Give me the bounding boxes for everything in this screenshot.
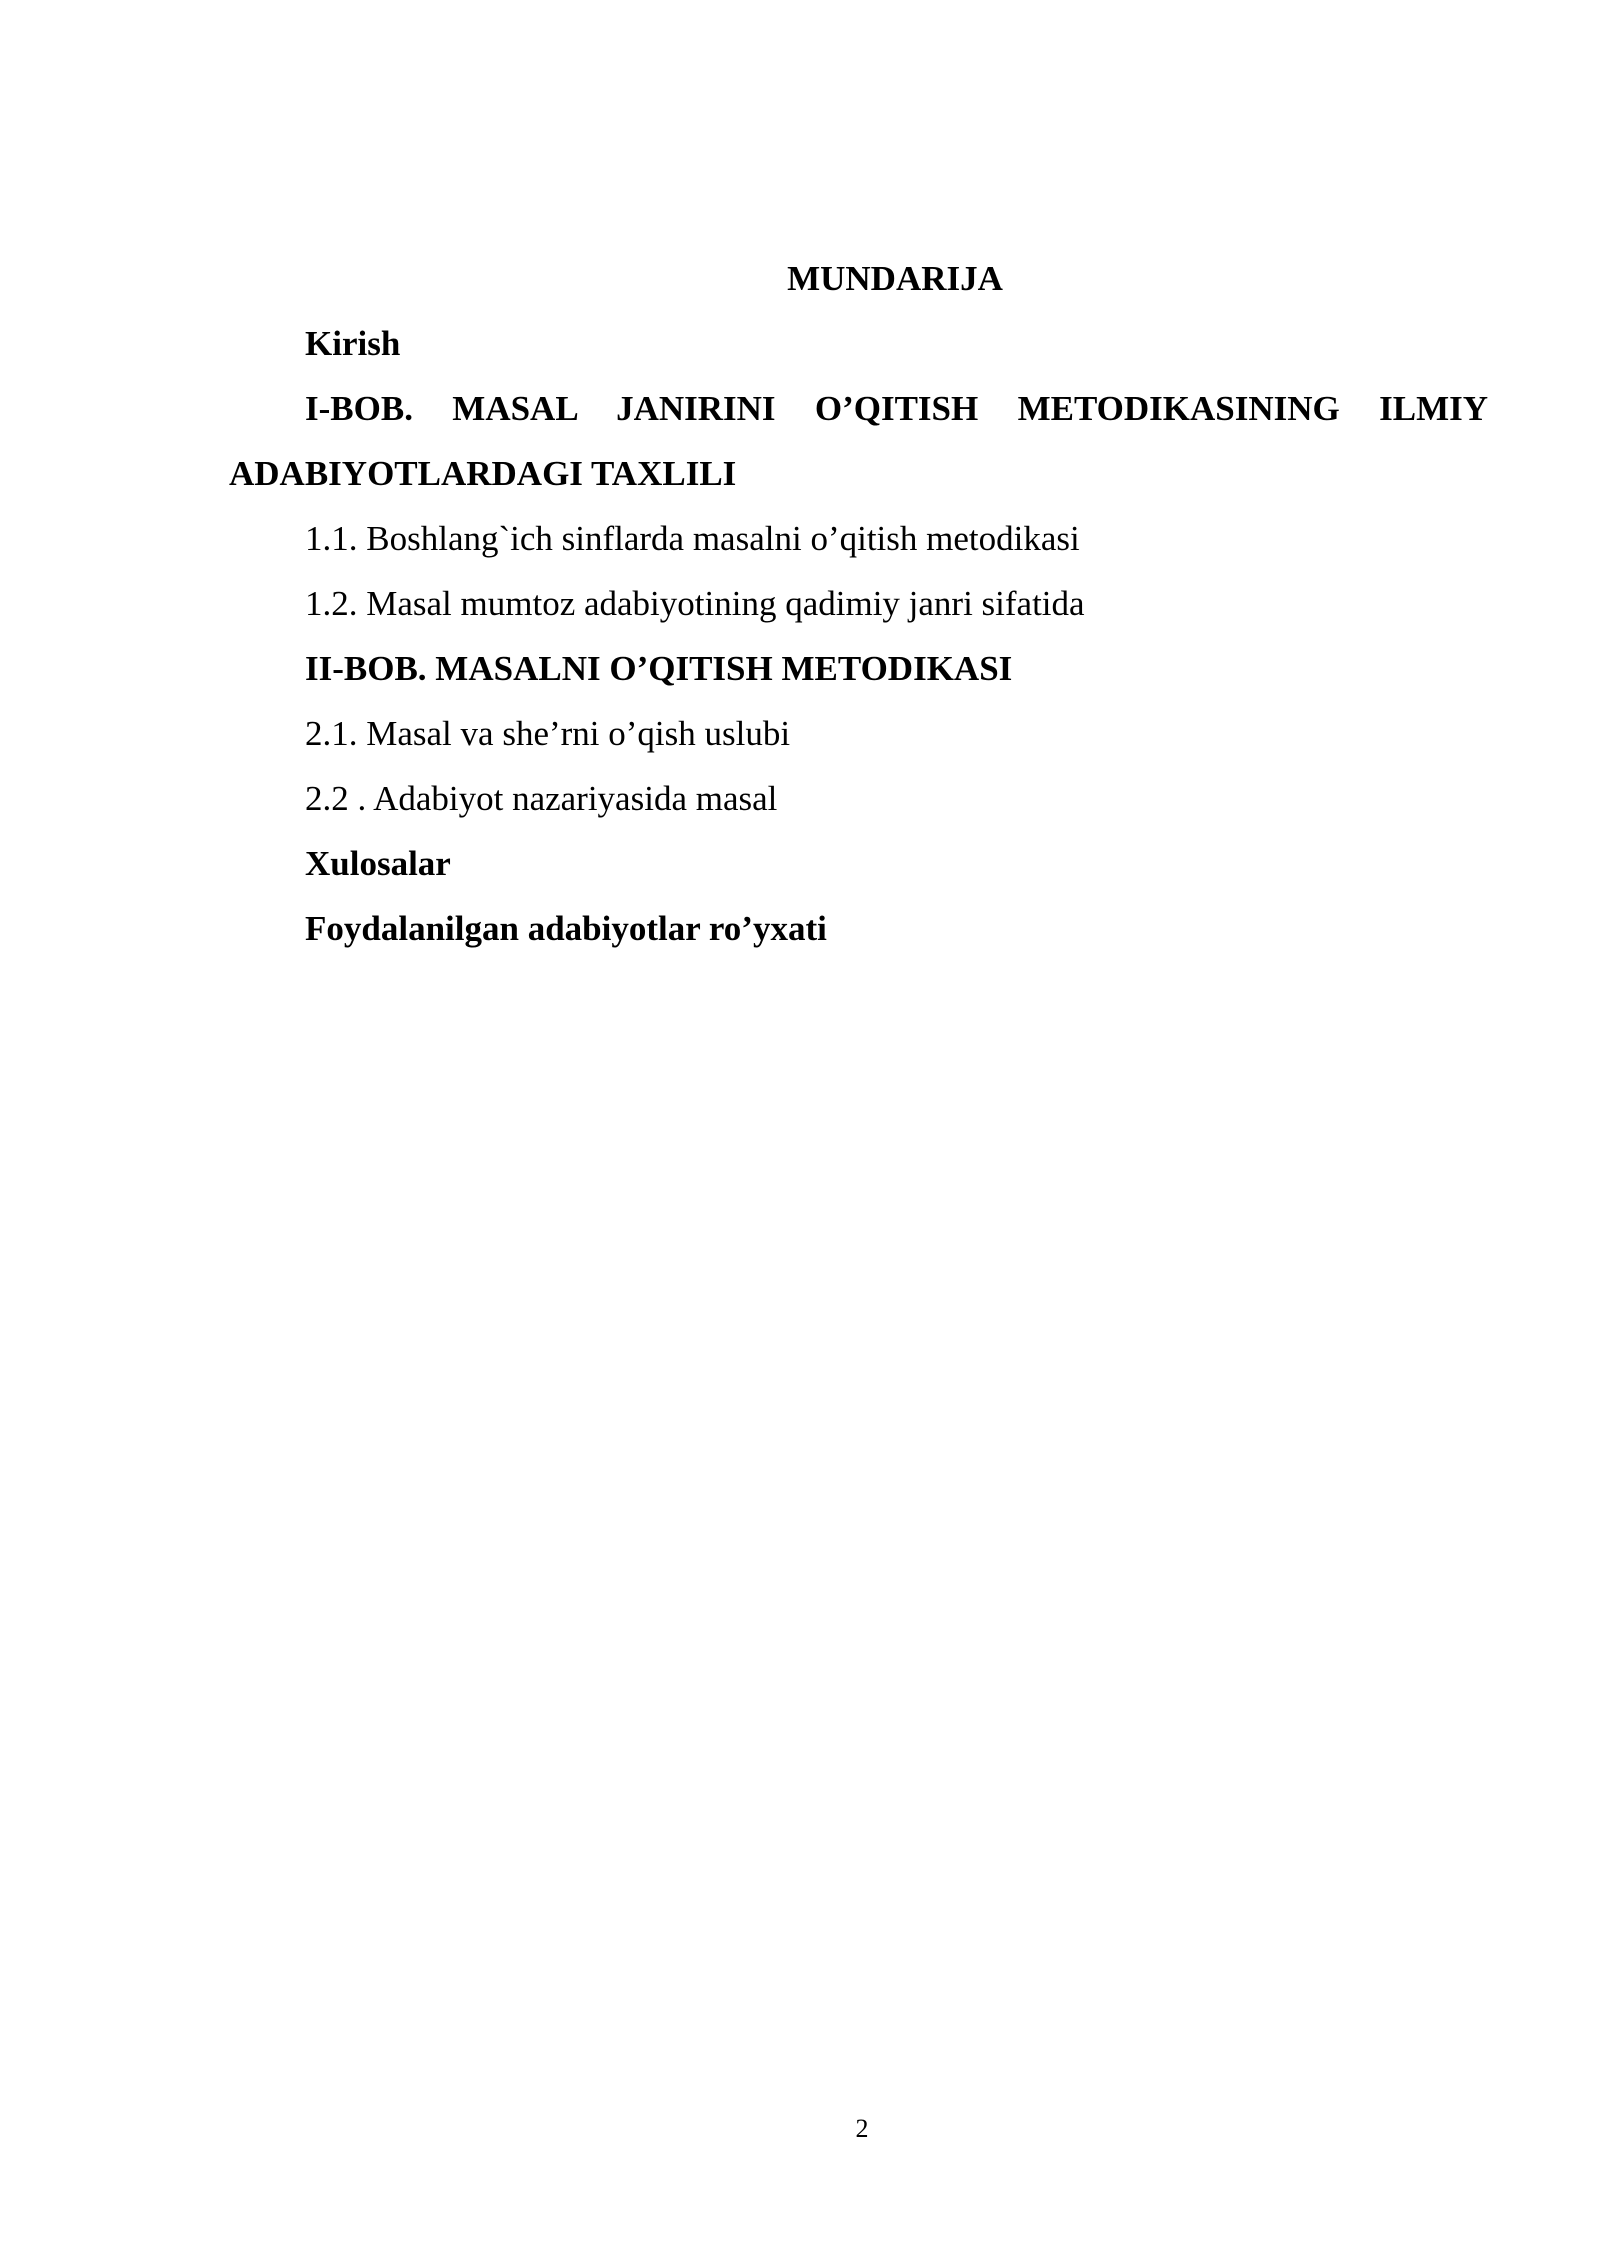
toc-entry-intro: Kirish (305, 324, 401, 363)
toc-entry-conclusions: Xulosalar (305, 844, 451, 883)
toc-chapter1-number: I-BOB. (305, 389, 413, 428)
toc-chapter1-heading-line1: MASAL JANIRINI O’QITISH METODIKASINING ILMIY (452, 389, 1488, 428)
toc-section-1-1: 1.1. Boshlang`ich sinflarda masalni o’qitish metodikasi (305, 519, 1080, 558)
toc-entry-references: Foydalanilgan adabiyotlar ro’yxati (305, 909, 827, 948)
toc-section-2-2: 2.2 . Adabiyot nazariyasida masal (305, 779, 778, 818)
page-number: 2 (855, 2114, 869, 2143)
toc-chapter2-heading: II-BOB. MASALNI O’QITISH METODIKASI (305, 649, 1013, 688)
toc-section-2-1: 2.1. Masal va she’rni o’qish uslubi (305, 714, 791, 753)
toc-chapter1-heading-line2: ADABIYOTLARDAGI TAXLILI (229, 454, 737, 493)
page-title: MUNDARIJA (787, 259, 1003, 298)
toc-chapter1-heading (305, 388, 1488, 430)
toc-section-1-2: 1.2. Masal mumtoz adabiyotining qadimiy janri sifatida (305, 584, 1085, 623)
